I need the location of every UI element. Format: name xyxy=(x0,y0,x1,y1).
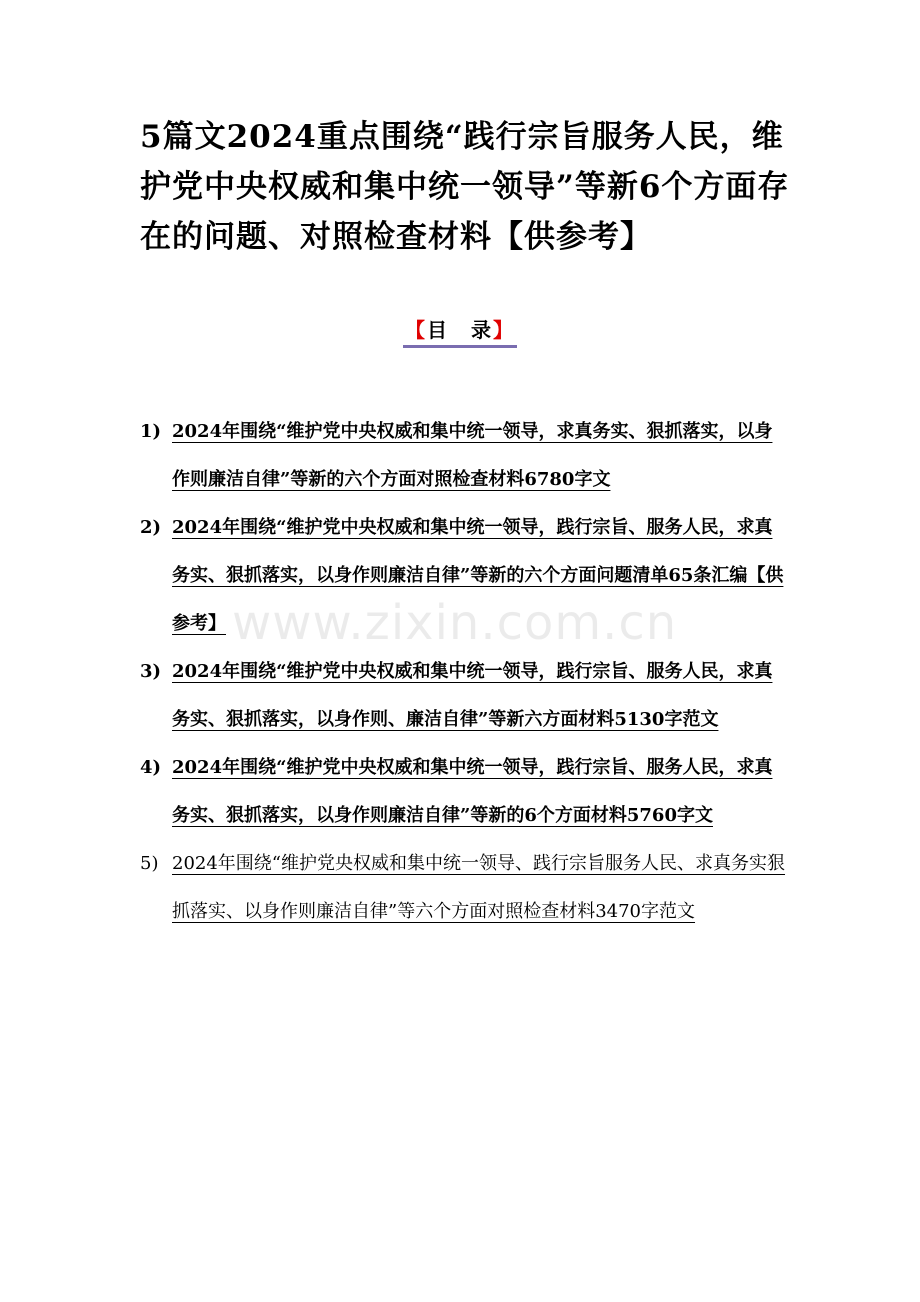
toc-item-link[interactable]: 2024年围绕“维护党中央权威和集中统一领导，践行宗旨、服务人民，求真务实、狠抓落实，以身作则廉洁自律”等新的六个方面问题清单65条汇编【供参考】 xyxy=(172,517,784,634)
watermark-text: www.zixin.com.cn xyxy=(232,595,678,651)
toc-item-link[interactable]: 2024年围绕“维护党中央权威和集中统一领导，践行宗旨、服务人民，求真务实、狠抓落实，以身作则、廉洁自律”等新六方面材料5130字范文 xyxy=(172,661,773,730)
document-title: 5篇文2024重点围绕“践行宗旨服务人民，维护党中央权威和集中统一领导”等新6个方面存在的问题、对照检查材料【供参考】 xyxy=(140,119,790,255)
toc-item-number: 2) xyxy=(140,517,162,538)
toc-item-number: 1) xyxy=(140,421,162,442)
toc-heading-close-bracket: 】 xyxy=(493,318,515,342)
toc-item-link[interactable]: 2024年围绕“维护党央权威和集中统一领导、践行宗旨服务人民、求真务实狠抓落实、以身作则廉洁自律”等六个方面对照检查材料3470字范文 xyxy=(172,853,786,922)
toc-item-3[interactable] xyxy=(140,648,790,744)
toc-item-link[interactable]: 2024年围绕“维护党中央权威和集中统一领导，求真务实、狠抓落实，以身作则廉洁自律”等新的六个方面对照检查材料6780字文 xyxy=(172,421,773,490)
toc-heading-label xyxy=(403,314,517,348)
toc-heading-open-bracket: 【 xyxy=(405,318,427,342)
toc-item-number: 3) xyxy=(140,661,162,682)
toc-item-link[interactable]: 2024年围绕“维护党中央权威和集中统一领导，践行宗旨、服务人民，求真务实、狠抓落实，以身作则廉洁自律”等新的6个方面材料5760字文 xyxy=(172,757,773,826)
toc-heading xyxy=(0,314,920,348)
toc-item-4[interactable] xyxy=(140,744,790,840)
table-of-contents xyxy=(140,408,790,936)
toc-heading-text: 目 录 xyxy=(427,318,493,342)
toc-item-5[interactable] xyxy=(140,840,790,936)
toc-item-2[interactable] xyxy=(140,504,790,648)
toc-item-1[interactable] xyxy=(140,408,790,504)
toc-item-number: 4) xyxy=(140,757,162,778)
toc-item-number: 5) xyxy=(140,853,159,874)
